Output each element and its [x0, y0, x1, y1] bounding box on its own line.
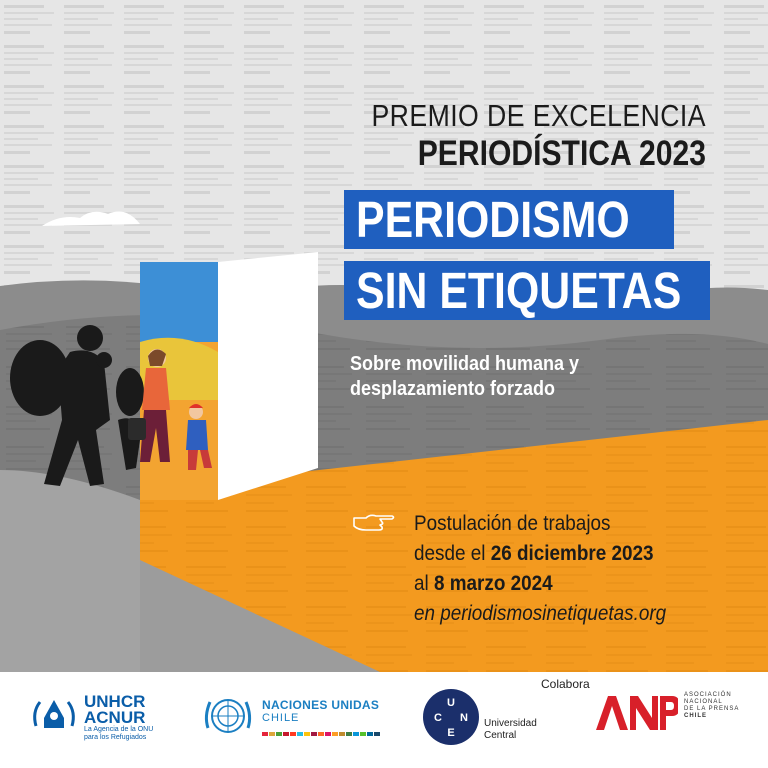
info-line2: [414, 539, 666, 569]
ucen-line2: Central: [484, 730, 517, 741]
banner-line2: SIN ETIQUETAS: [356, 262, 682, 319]
un-emblem-icon: [200, 692, 256, 740]
svg-text:N: N: [460, 712, 468, 724]
unhcr-name2: ACNUR: [84, 708, 146, 727]
anp-line1: ASOCIACIÓN: [684, 692, 732, 698]
banner-periodismo: [344, 190, 674, 249]
info-start-date: 26 diciembre 2023: [490, 542, 654, 565]
info-line3: [414, 569, 666, 599]
un-name: NACIONES UNIDAS: [262, 698, 380, 712]
info-line3-prefix: al: [414, 572, 434, 595]
anp-line3: DE LA PRENSA: [684, 706, 740, 712]
info-block: [414, 509, 666, 629]
ucen-logo-icon: [422, 688, 480, 746]
unhcr-name1: UNHCR: [84, 692, 146, 711]
title-line1: PREMIO DE EXCELENCIA: [371, 98, 706, 133]
un-sub: CHILE: [262, 712, 300, 724]
pointing-hand-icon: [352, 510, 396, 534]
anp-line2: NACIONAL: [684, 699, 723, 705]
info-url[interactable]: en periodismosinetiquetas.org: [414, 602, 667, 625]
banner-line1: PERIODISMO: [356, 191, 630, 248]
unhcr-sub1: La Agencia de la ONU: [84, 726, 154, 733]
ucen-line1: Universidad: [484, 718, 537, 729]
svg-text:C: C: [434, 712, 442, 724]
banner-sin-etiquetas: [344, 261, 710, 320]
unhcr-emblem-icon: [30, 692, 78, 740]
subtitle: [350, 352, 579, 402]
anp-logo-icon: [594, 692, 678, 732]
title-block: [317, 98, 706, 174]
info-line2-prefix: desde el: [414, 542, 491, 565]
title-line2: PERIODÍSTICA 2023: [417, 134, 706, 173]
colabora-label: Colabora: [541, 677, 590, 691]
info-end-date: 8 marzo 2024: [433, 572, 553, 595]
svg-text:E: E: [447, 727, 455, 739]
anp-line4: CHILE: [684, 713, 707, 719]
subtitle-line1: Sobre movilidad humana y: [350, 353, 580, 375]
sdg-color-strip: [262, 732, 382, 736]
subtitle-line2: desplazamiento forzado: [350, 378, 556, 400]
unhcr-sub2: para los Refugiados: [84, 734, 147, 741]
info-line1: Postulación de trabajos: [414, 512, 611, 535]
svg-text:U: U: [447, 697, 455, 709]
